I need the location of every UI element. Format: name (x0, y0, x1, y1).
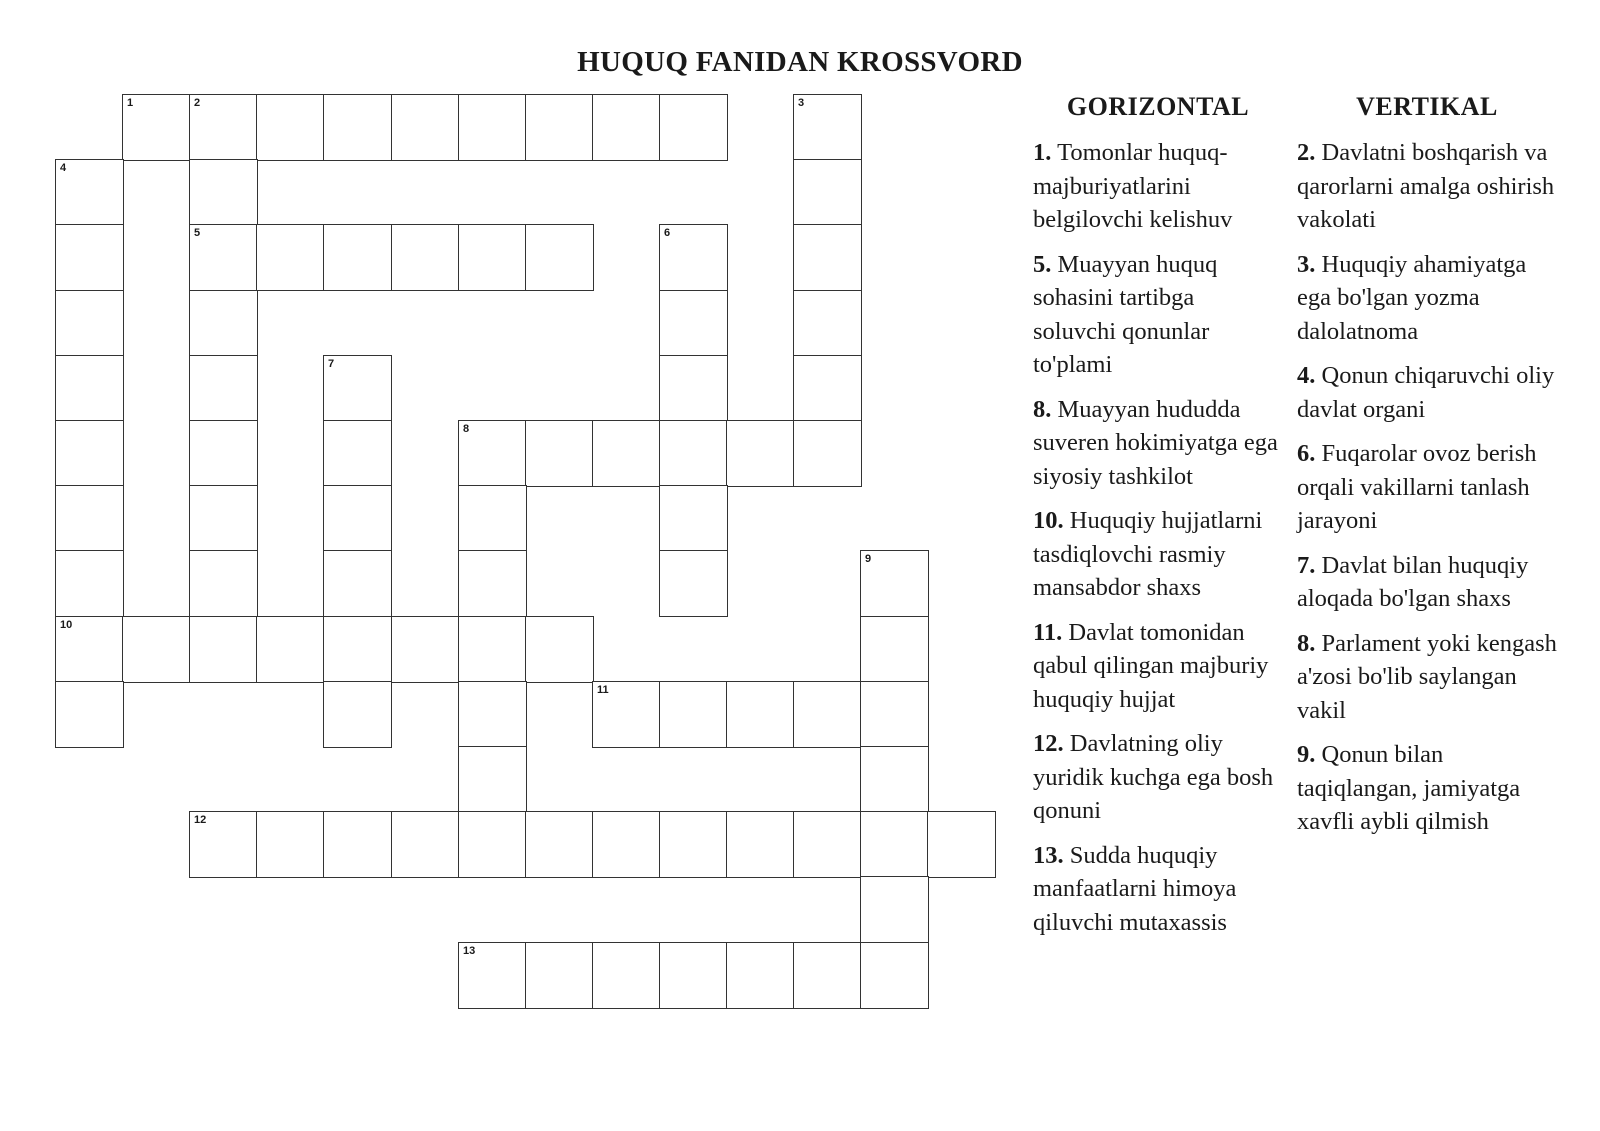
horizontal-clues (1033, 92, 1283, 950)
grid-cell[interactable] (256, 94, 325, 161)
clue-item (1033, 839, 1283, 940)
grid-cell[interactable] (525, 94, 594, 161)
grid-cell[interactable] (189, 420, 258, 487)
grid-cell[interactable] (659, 942, 728, 1009)
cell-number: 6 (664, 227, 671, 239)
grid-cell[interactable] (726, 420, 795, 487)
grid-cell[interactable] (458, 94, 527, 161)
grid-cell[interactable] (323, 550, 392, 617)
clue-item (1297, 437, 1557, 538)
clue-item (1033, 248, 1283, 382)
clue-text: Davlat bilan huquqiy aloqada bo'lgan shaxs (1297, 551, 1529, 612)
cell-number: 7 (328, 358, 335, 370)
grid-cell[interactable] (55, 355, 124, 422)
grid-cell[interactable] (793, 94, 862, 161)
grid-cell[interactable] (726, 811, 795, 878)
clue-text: Sudda huquqiy manfaatlarni himoya qiluvchi mutaxassis (1033, 841, 1237, 936)
clue-item (1033, 504, 1283, 605)
grid-cell[interactable] (189, 616, 258, 683)
grid-cell[interactable] (860, 942, 929, 1009)
vertical-clue-list (1297, 136, 1557, 839)
grid-cell[interactable] (726, 681, 795, 748)
grid-cell[interactable] (323, 616, 392, 683)
clue-item (1297, 359, 1557, 426)
grid-cell[interactable] (122, 94, 191, 161)
clue-number: 13. (1033, 841, 1064, 869)
grid-cell[interactable] (659, 94, 728, 161)
grid-cell[interactable] (659, 355, 728, 422)
cell-number: 11 (597, 684, 609, 696)
clue-item (1297, 248, 1557, 349)
grid-cell[interactable] (793, 290, 862, 357)
clue-number: 7. (1297, 551, 1316, 579)
clue-text: Muayyan hududda suveren hokimiyatga ega siyosiy tashkilot (1033, 395, 1278, 490)
grid-cell[interactable] (391, 811, 460, 878)
grid-cell[interactable] (189, 224, 258, 291)
clue-text: Fuqarolar ovoz berish orqali vakillarni tanlash jarayoni (1297, 440, 1537, 534)
grid-cell[interactable] (189, 811, 258, 878)
grid-cell[interactable] (55, 485, 124, 552)
grid-cell[interactable] (659, 485, 728, 552)
clue-item (1033, 136, 1283, 237)
cell-number: 1 (127, 97, 134, 109)
grid-cell[interactable] (55, 681, 124, 748)
grid-cell[interactable] (659, 550, 728, 617)
clue-item (1033, 616, 1283, 717)
grid-cell[interactable] (256, 616, 325, 683)
clue-number: 2. (1297, 139, 1316, 166)
clue-text: Huquqiy hujjatlarni tasdiqlovchi rasmiy mansabdor shaxs (1033, 507, 1263, 601)
clue-text: Tomonlar huquq-majburiyatlarini belgilovchi kelishuv (1033, 139, 1233, 233)
cell-number: 13 (463, 945, 476, 957)
clue-text: Davlatning oliy yuridik kuchga ega bosh qonuni (1033, 730, 1274, 824)
grid-cell[interactable] (860, 681, 929, 748)
grid-cell[interactable] (592, 681, 661, 748)
grid-cell[interactable] (860, 746, 929, 813)
grid-cell[interactable] (860, 811, 929, 878)
clue-text: Qonun bilan taqiqlangan, jamiyatga xavfli aybli qilmish (1297, 741, 1521, 835)
clue-text: Huquqiy ahamiyatga ega bo'lgan yozma dalolatnoma (1297, 250, 1527, 345)
cell-number: 12 (194, 814, 207, 826)
grid-cell[interactable] (726, 942, 795, 1009)
grid-cell[interactable] (323, 485, 392, 552)
grid-cell[interactable] (189, 94, 258, 161)
grid-cell[interactable] (592, 94, 661, 161)
cell-number: 5 (194, 227, 201, 239)
grid-cell[interactable] (323, 811, 392, 878)
clue-number: 9. (1297, 741, 1316, 768)
grid-cell[interactable] (659, 224, 728, 291)
clue-number: 8. (1297, 629, 1316, 657)
grid-cell[interactable] (860, 550, 929, 617)
grid-cell[interactable] (256, 224, 325, 291)
vertical-heading: VERTIKAL (1356, 92, 1498, 121)
page-title: HUQUQ FANIDAN KROSSVORD (577, 46, 1023, 78)
grid-cell[interactable] (525, 942, 594, 1009)
grid-cell[interactable] (55, 420, 124, 487)
clue-item (1033, 393, 1283, 494)
clue-item (1297, 136, 1557, 237)
clue-number: 12. (1033, 730, 1064, 757)
clue-text: Muayyan huquq sohasini tartibga soluvchi qonunlar to'plami (1033, 250, 1218, 378)
grid-cell[interactable] (592, 811, 661, 878)
cell-number: 8 (463, 423, 470, 435)
grid-cell[interactable] (458, 485, 527, 552)
grid-cell[interactable] (458, 811, 527, 878)
grid-cell[interactable] (55, 159, 124, 226)
grid-cell[interactable] (458, 942, 527, 1009)
clue-number: 1. (1033, 139, 1052, 166)
clue-number: 6. (1297, 440, 1316, 467)
clue-item (1297, 549, 1557, 616)
clue-number: 8. (1033, 395, 1052, 423)
grid-cell[interactable] (525, 224, 594, 291)
grid-cell[interactable] (458, 616, 527, 683)
horizontal-clue-list (1033, 136, 1283, 939)
grid-cell[interactable] (525, 811, 594, 878)
grid-cell[interactable] (659, 811, 728, 878)
grid-cell[interactable] (659, 420, 728, 487)
cell-number: 2 (194, 97, 201, 109)
clue-text: Davlat tomonidan qabul qilingan majburiy huquqiy hujjat (1033, 618, 1269, 713)
grid-cell[interactable] (323, 681, 392, 748)
grid-cell[interactable] (323, 224, 392, 291)
grid-cell[interactable] (793, 681, 862, 748)
grid-cell[interactable] (256, 811, 325, 878)
grid-cell[interactable] (659, 290, 728, 357)
grid-cell[interactable] (592, 942, 661, 1009)
clue-number: 4. (1297, 362, 1316, 389)
grid-cell[interactable] (55, 616, 124, 683)
grid-cell[interactable] (458, 420, 527, 487)
grid-cell[interactable] (659, 681, 728, 748)
cell-number: 9 (865, 553, 872, 565)
clue-number: 3. (1297, 250, 1316, 278)
clue-number: 10. (1033, 507, 1064, 534)
clue-text: Qonun chiqaruvchi oliy davlat organi (1297, 362, 1555, 423)
cell-number: 4 (60, 162, 67, 174)
grid-cell[interactable] (55, 290, 124, 357)
grid-cell[interactable] (55, 224, 124, 291)
grid-cell[interactable] (323, 94, 392, 161)
grid-cell[interactable] (793, 420, 862, 487)
grid-cell[interactable] (793, 811, 862, 878)
grid-cell[interactable] (860, 616, 929, 683)
clue-item (1033, 727, 1283, 828)
grid-cell[interactable] (391, 224, 460, 291)
grid-cell[interactable] (391, 616, 460, 683)
cell-number: 10 (60, 619, 73, 631)
grid-cell[interactable] (189, 355, 258, 422)
grid-cell[interactable] (55, 550, 124, 617)
grid-cell[interactable] (793, 942, 862, 1009)
grid-cell[interactable] (525, 420, 594, 487)
grid-cell[interactable] (323, 355, 392, 422)
grid-cell[interactable] (323, 420, 392, 487)
cell-number: 3 (798, 97, 805, 109)
grid-cell[interactable] (793, 159, 862, 226)
grid-cell[interactable] (391, 94, 460, 161)
grid-cell[interactable] (189, 290, 258, 357)
grid-cell[interactable] (458, 746, 527, 813)
clue-item (1297, 627, 1557, 728)
clue-text: Parlament yoki kengash a'zosi bo'lib saylangan vakil (1297, 629, 1557, 724)
grid-cell[interactable] (927, 811, 996, 878)
grid-cell[interactable] (525, 616, 594, 683)
vertical-clues (1297, 92, 1557, 850)
clue-number: 5. (1033, 250, 1052, 278)
grid-cell[interactable] (592, 420, 661, 487)
grid-cell[interactable] (189, 550, 258, 617)
grid-cell[interactable] (458, 681, 527, 748)
grid-cell[interactable] (458, 550, 527, 617)
horizontal-heading: GORIZONTAL (1066, 92, 1250, 121)
grid-cell[interactable] (860, 876, 929, 943)
grid-cell[interactable] (122, 616, 191, 683)
clue-text: Davlatni boshqarish va qarorlarni amalga oshirish vakolati (1297, 139, 1555, 233)
clue-number: 11. (1033, 618, 1063, 646)
grid-cell[interactable] (458, 224, 527, 291)
grid-cell[interactable] (189, 159, 258, 226)
grid-cell[interactable] (793, 224, 862, 291)
clue-item (1297, 738, 1557, 839)
grid-cell[interactable] (793, 355, 862, 422)
grid-cell[interactable] (189, 485, 258, 552)
